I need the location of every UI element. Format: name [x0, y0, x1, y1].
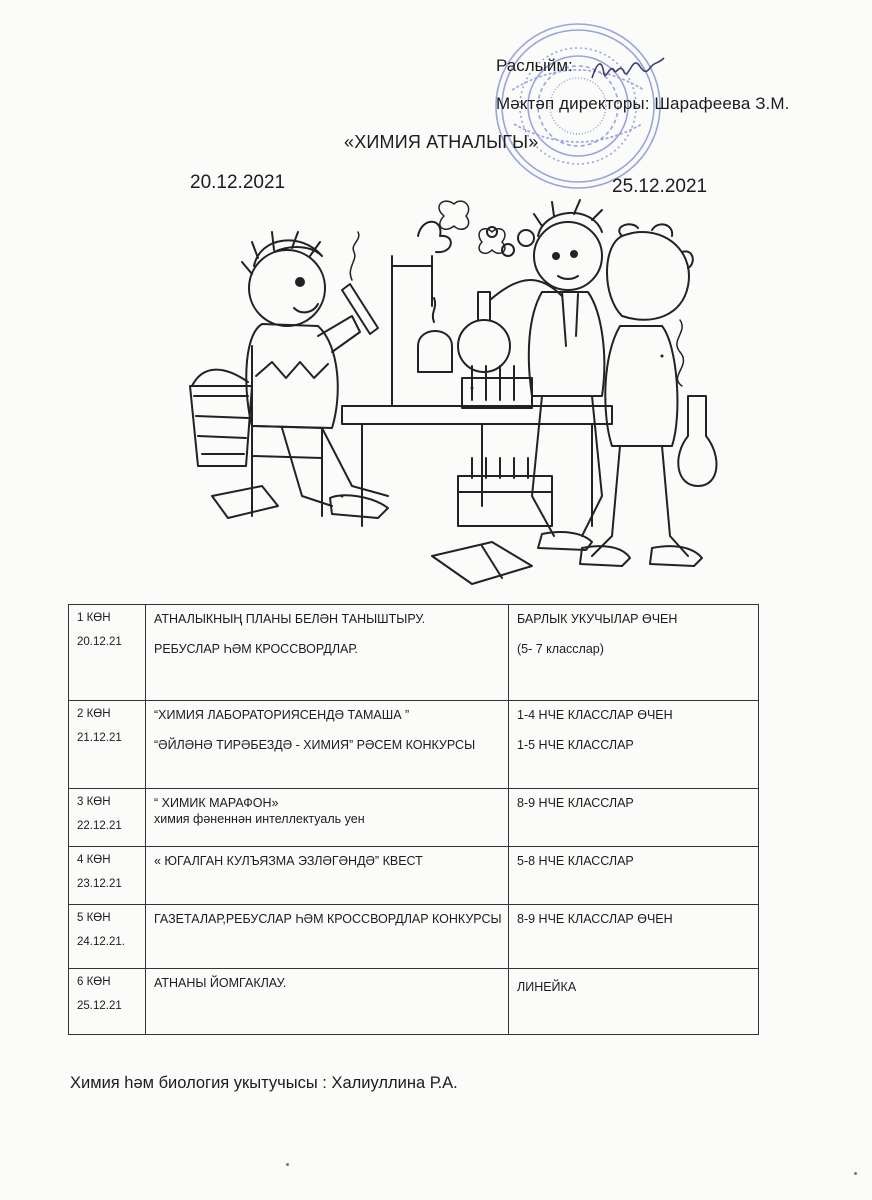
event-cell [146, 605, 509, 701]
day-cell [69, 905, 146, 969]
event-line: АТНАНЫ ЙОМГАКЛАУ. [154, 976, 287, 990]
day-label: 6 КӨН [77, 976, 111, 988]
day-cell [69, 701, 146, 789]
audience-cell [509, 605, 759, 701]
audience-line: БАРЛЫК УКУЧЫЛАР ӨЧЕН [517, 612, 678, 626]
audience-cell [509, 789, 759, 847]
scan-speck [286, 1163, 289, 1166]
event-line: АТНАЛЫКНЫҢ ПЛАНЫ БЕЛӘН ТАНЫШТЫРУ. [154, 612, 426, 626]
table-row [69, 605, 759, 701]
table-row [69, 969, 759, 1035]
day-cell [69, 605, 146, 701]
event-cell [146, 789, 509, 847]
table-row [69, 847, 759, 905]
audience-line: 8-9 НЧЕ КЛАССЛАР ӨЧЕН [517, 912, 673, 926]
event-line: “ ХИМИК МАРАФОН» [154, 796, 279, 810]
audience-cell [509, 847, 759, 905]
children-chemistry-lab-illustration [182, 196, 722, 594]
director-line: Мәктәп директоры: Шарафеева З.М. [496, 94, 790, 113]
table-row [69, 701, 759, 789]
day-label: 5 КӨН [77, 912, 111, 924]
signature-icon [588, 50, 668, 86]
audience-cell [509, 905, 759, 969]
day-cell [69, 969, 146, 1035]
event-line: “ӘЙЛӘНӘ ТИРӘБЕЗДӘ - ХИМИЯ” РӘСЕМ КОНКУРСЫ [154, 738, 476, 753]
event-line: « ЮГАЛГАН КУЛЪЯЗМА ЭЗЛӘГӘНДӘ” КВЕСТ [154, 854, 423, 868]
day-date: 20.12.21 [77, 635, 122, 648]
audience-line: ЛИНЕЙКА [517, 980, 577, 994]
audience-line: 8-9 НЧЕ КЛАССЛАР [517, 796, 634, 810]
audience-cell [509, 969, 759, 1035]
day-label: 4 КӨН [77, 854, 111, 866]
audience-line: 5-8 НЧЕ КЛАССЛАР [517, 854, 634, 868]
day-date: 21.12.21 [77, 731, 122, 744]
event-cell [146, 701, 509, 789]
day-label: 2 КӨН [77, 708, 111, 720]
start-date: 20.12.2021 [190, 172, 286, 193]
day-date: 23.12.21 [77, 877, 122, 890]
audience-line: (5- 7 класслар) [517, 642, 604, 657]
day-date: 25.12.21 [77, 999, 122, 1012]
day-label: 3 КӨН [77, 796, 111, 808]
event-cell [146, 847, 509, 905]
event-line: “ХИМИЯ ЛАБОРАТОРИЯСЕНДӘ ТАМАША ” [154, 708, 410, 722]
day-date: 22.12.21 [77, 819, 122, 832]
page-title: «ХИМИЯ АТНАЛЫГЫ» [344, 132, 539, 152]
day-date: 24.12.21. [77, 935, 125, 948]
event-cell [146, 905, 509, 969]
event-cell [146, 969, 509, 1035]
audience-cell [509, 701, 759, 789]
event-line: ГАЗЕТАЛАР,РЕБУСЛАР ҺӘМ КРОССВОРДЛАР КОНКУРСЫ [154, 912, 502, 926]
events-schedule-table [68, 604, 759, 1035]
table-row [69, 905, 759, 969]
day-cell [69, 789, 146, 847]
scan-speck [854, 1172, 857, 1175]
table-row [69, 789, 759, 847]
teacher-signature-line: Химия һәм биология укытучысы : Халиуллина Р.А. [70, 1074, 458, 1092]
day-cell [69, 847, 146, 905]
audience-line: 1-4 НЧЕ КЛАССЛАР ӨЧЕН [517, 708, 673, 722]
event-line: химия фәненнән интеллектуаль уен [154, 812, 365, 827]
event-line: РЕБУСЛАР ҺӘМ КРОССВОРДЛАР. [154, 642, 358, 657]
end-date: 25.12.2021 [612, 176, 708, 197]
approved-label: Раслыйм: [496, 56, 573, 75]
day-label: 1 КӨН [77, 612, 111, 624]
audience-line: 1-5 НЧЕ КЛАССЛАР [517, 738, 634, 753]
